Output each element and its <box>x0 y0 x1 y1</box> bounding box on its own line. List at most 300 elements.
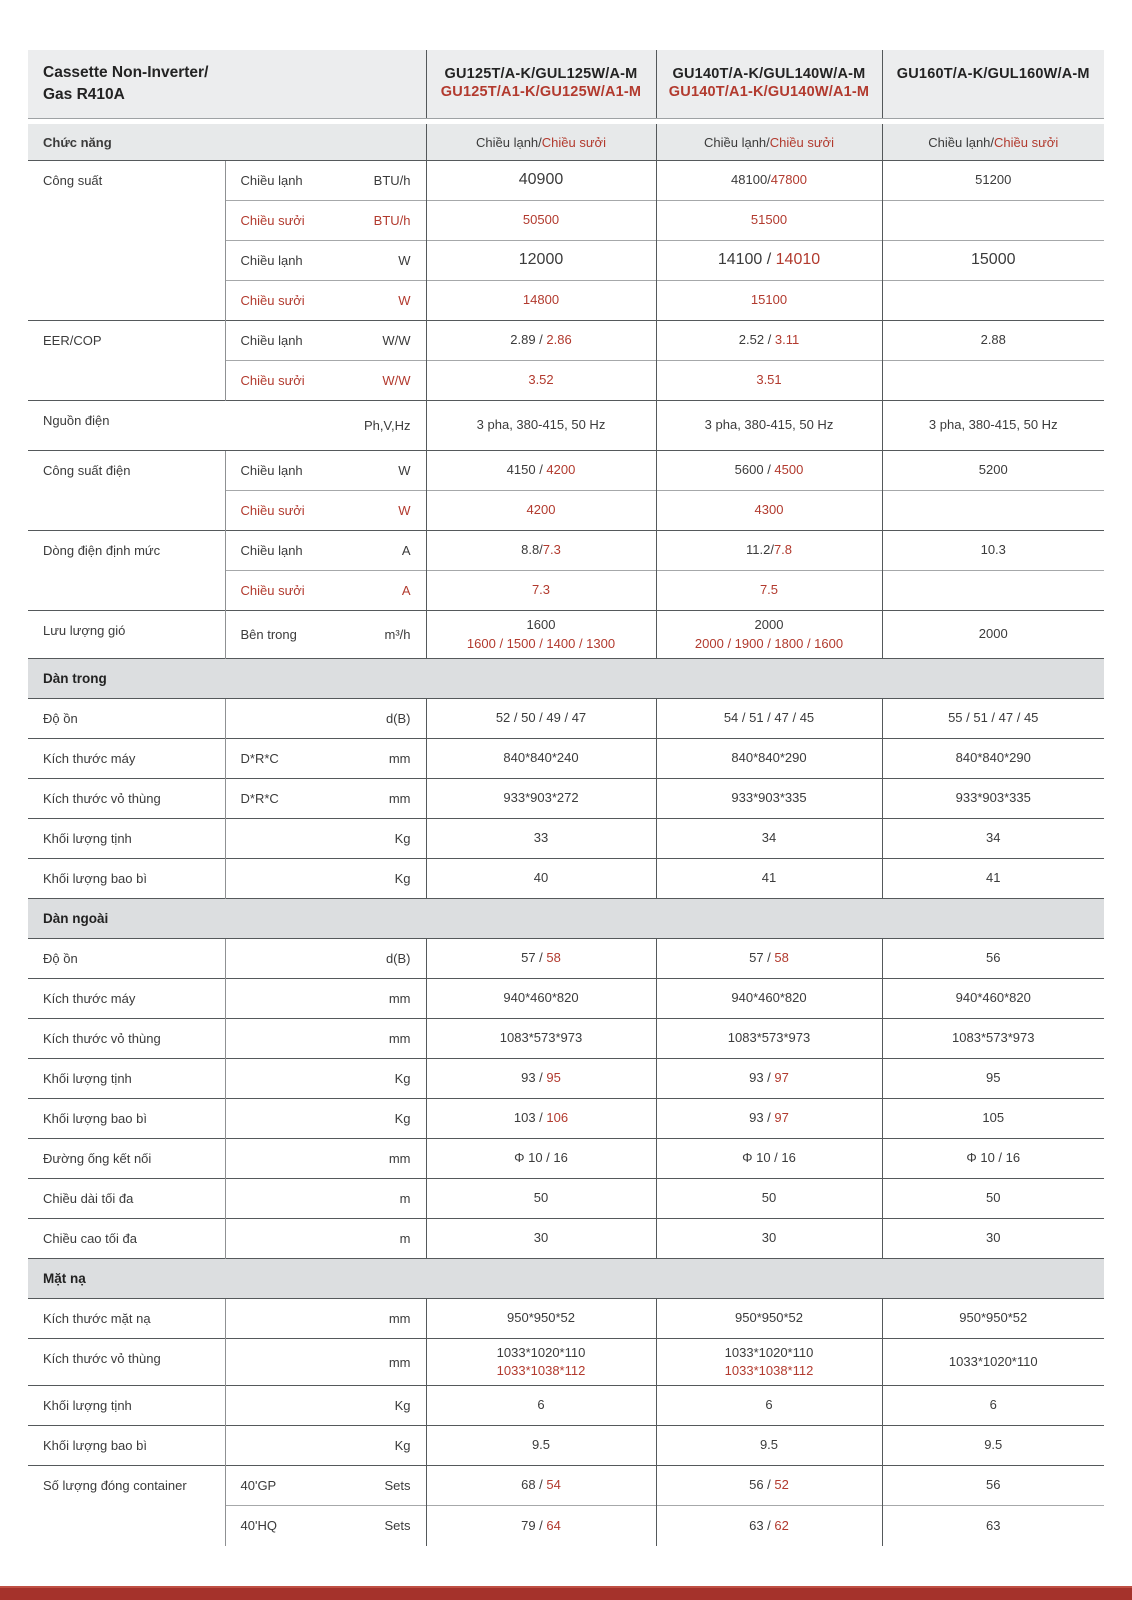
spec-sub-cell <box>225 321 325 361</box>
value-text: 6 <box>765 1397 773 1413</box>
value-text: 106 <box>546 1110 569 1126</box>
spec-value-cell <box>882 859 1104 899</box>
spec-value-cell <box>882 1139 1104 1179</box>
spec-value-cell <box>426 779 656 819</box>
value-text: 68 / <box>521 1477 547 1493</box>
sub-label: Chiều lạnh <box>240 253 303 268</box>
spec-value-cell <box>882 401 1104 451</box>
spec-value-cell <box>656 859 882 899</box>
spec-row <box>28 859 1104 899</box>
value-text: 1033*1020*110 <box>948 1353 1038 1369</box>
unit-label: Kg <box>394 1111 411 1126</box>
product-family-title-line: Cassette Non-Inverter/ <box>43 64 209 82</box>
section-label: Mặt nạ <box>28 1259 1104 1299</box>
unit-label: W <box>398 293 411 308</box>
spec-row <box>28 1466 1104 1506</box>
spec-value-cell <box>656 1339 882 1386</box>
sub-label: Chiều lạnh <box>240 173 303 188</box>
spec-value-cell <box>426 819 656 859</box>
spec-sub-cell <box>225 531 325 571</box>
sub-label: 40'GP <box>240 1478 277 1493</box>
header-row <box>28 50 1104 119</box>
spec-value-cell <box>426 1386 656 1426</box>
spec-value-cell <box>426 1339 656 1386</box>
value-text: 50500 <box>522 212 560 228</box>
value-text: 950*950*52 <box>735 1310 803 1326</box>
value-text: Φ 10 / 16 <box>514 1150 568 1166</box>
value-text: 840*840*240 <box>503 750 579 766</box>
spec-unit-cell <box>325 401 426 451</box>
value-text: 6 <box>989 1397 997 1413</box>
value-text: 5200 <box>978 462 1008 478</box>
spec-row <box>28 321 1104 361</box>
spec-sub-cell <box>225 1426 325 1466</box>
spec-value-cell <box>656 571 882 611</box>
unit-label: d(B) <box>385 711 411 726</box>
value-text: 3.11 <box>774 332 800 348</box>
value-text: 105 <box>982 1110 1005 1126</box>
product-family-title-line: Gas R410A <box>43 86 125 103</box>
spec-value-cell <box>426 491 656 531</box>
spec-value-cell <box>656 1099 882 1139</box>
value-text: 48100/ <box>731 172 771 188</box>
spec-sub-cell <box>225 739 325 779</box>
value-text: 1083*573*973 <box>727 1030 811 1046</box>
cooling-label: Chiều lạnh/ <box>704 134 770 150</box>
spec-value-cell <box>656 1019 882 1059</box>
spec-unit-cell <box>325 281 426 321</box>
spec-value-cell <box>656 491 882 531</box>
value-text: 14010 <box>775 251 821 269</box>
value-text: 8.8/ <box>521 542 543 558</box>
spec-sub-cell <box>225 361 325 401</box>
sub-label: Chiều sưởi <box>240 293 305 308</box>
spec-value-cell <box>882 241 1104 281</box>
value-text: 93 / <box>749 1070 775 1086</box>
spec-sub-cell <box>225 779 325 819</box>
spec-value-cell <box>426 611 656 659</box>
spec-value-cell <box>882 491 1104 531</box>
spec-row <box>28 1299 1104 1339</box>
spec-sub-cell <box>225 1179 325 1219</box>
value-text: 7.5 <box>759 582 779 598</box>
value-text: 4500 <box>774 462 804 478</box>
spec-value-cell <box>882 739 1104 779</box>
value-text: 933*903*272 <box>503 790 579 806</box>
spec-value-cell <box>882 1506 1104 1546</box>
spec-unit-cell <box>325 1099 426 1139</box>
value-text: 7.3 <box>542 542 561 558</box>
unit-label: mm <box>388 991 411 1006</box>
spec-value-cell <box>656 1386 882 1426</box>
unit-label: W/W <box>382 333 411 348</box>
value-text: 50 <box>986 1190 1001 1206</box>
value-text: 1033*1020*110 <box>496 1344 586 1360</box>
value-text: 933*903*335 <box>955 790 1031 806</box>
spec-value-cell <box>656 451 882 491</box>
heating-label: Chiều sưởi <box>769 134 834 150</box>
value-text: 9.5 <box>759 1437 779 1453</box>
spec-unit-cell <box>325 699 426 739</box>
spec-value-cell <box>426 1506 656 1546</box>
spec-value-cell <box>426 1139 656 1179</box>
spec-unit-cell <box>325 241 426 281</box>
value-text: 103 / <box>513 1110 547 1126</box>
spec-sub-cell <box>225 1299 325 1339</box>
spec-row <box>28 401 1104 451</box>
value-text: 2000 <box>978 626 1008 642</box>
value-text: 47800 <box>770 172 807 188</box>
spec-unit-cell <box>325 571 426 611</box>
cooling-label: Chiều lạnh/ <box>476 134 542 150</box>
value-text: 3 pha, 380-415, 50 Hz <box>928 417 1058 433</box>
heating-label: Chiều sưởi <box>541 134 606 150</box>
value-text: 93 / <box>521 1070 547 1086</box>
value-text: 55 / 51 / 47 / 45 <box>948 710 1039 726</box>
unit-label: m³/h <box>384 627 411 642</box>
spec-name-cell: Dòng điện định mức <box>28 531 225 611</box>
spec-name-cell: Khối lượng bao bì <box>28 859 225 899</box>
value-text: 15100 <box>750 292 788 308</box>
spec-name-cell: Độ ồn <box>28 939 225 979</box>
spec-value-cell <box>426 451 656 491</box>
unit-label: Sets <box>384 1518 411 1534</box>
spec-sub-cell <box>225 1099 325 1139</box>
spec-unit-cell <box>325 201 426 241</box>
value-text: 2.89 / <box>510 332 547 348</box>
value-text: 14100 / <box>717 251 776 269</box>
spec-value-cell <box>882 979 1104 1019</box>
value-text: 3 pha, 380-415, 50 Hz <box>704 417 834 433</box>
spec-row <box>28 1059 1104 1099</box>
spec-value-cell <box>882 451 1104 491</box>
sub-label: Chiều sưởi <box>240 373 305 388</box>
value-text: 40900 <box>518 171 564 189</box>
spec-value-cell <box>656 281 882 321</box>
spec-value-cell <box>656 361 882 401</box>
spec-sub-cell <box>225 201 325 241</box>
spec-value-cell <box>656 699 882 739</box>
value-text: 12000 <box>518 251 564 269</box>
function-row <box>28 124 1104 161</box>
value-text: 4200 <box>546 462 576 478</box>
spec-name-cell: Nguồn điện <box>28 401 325 451</box>
value-text: 95 <box>986 1070 1001 1086</box>
spec-row <box>28 1139 1104 1179</box>
value-text: 93 / <box>749 1110 775 1126</box>
value-text: 62 <box>774 1517 789 1533</box>
value-text: 2000 / 1900 / 1800 / 1600 <box>694 635 844 651</box>
spec-row <box>28 939 1104 979</box>
spec-name-cell: Công suất <box>28 161 225 321</box>
spec-value-cell <box>882 1426 1104 1466</box>
sub-label: D*R*C <box>240 791 279 806</box>
footer-accent-bar <box>0 1586 1132 1600</box>
model-name-secondary: GU125T/A1-K/GU125W/A1-M <box>440 83 642 100</box>
model-name-primary: GU125T/A-K/GUL125W/A-M <box>444 65 638 82</box>
spec-value-cell <box>656 939 882 979</box>
spec-name-cell: Kích thước máy <box>28 979 225 1019</box>
spec-value-cell <box>426 361 656 401</box>
unit-label: mm <box>388 751 411 766</box>
spec-row <box>28 611 1104 659</box>
value-text: 940*460*820 <box>503 990 579 1006</box>
value-text: 56 <box>986 950 1001 966</box>
spec-unit-cell <box>325 1179 426 1219</box>
value-text: 33 <box>533 830 549 846</box>
spec-value-cell <box>882 531 1104 571</box>
spec-unit-cell <box>325 1506 426 1546</box>
value-text: 52 <box>774 1477 789 1493</box>
spec-sub-cell <box>225 939 325 979</box>
value-text: 50 <box>761 1190 777 1206</box>
unit-label: mm <box>388 1311 411 1326</box>
spec-row <box>28 161 1104 201</box>
spec-value-cell <box>882 1019 1104 1059</box>
model-header-cell <box>426 50 656 119</box>
spec-row <box>28 819 1104 859</box>
value-text: 95 <box>546 1070 561 1086</box>
spec-value-cell <box>426 1019 656 1059</box>
value-text: 30 <box>533 1230 549 1246</box>
spec-unit-cell <box>325 1219 426 1259</box>
value-text: 11.2/ <box>745 542 774 558</box>
value-text: 1033*1038*112 <box>724 1363 814 1378</box>
spec-unit-cell <box>325 859 426 899</box>
spec-name-cell: Khối lượng tịnh <box>28 1059 225 1099</box>
spec-sub-cell <box>225 979 325 1019</box>
sub-label: D*R*C <box>240 751 279 766</box>
value-text: 950*950*52 <box>507 1310 575 1326</box>
value-text: 5600 / <box>734 462 775 478</box>
spec-name-cell: Lưu lượng gió <box>28 611 225 659</box>
spec-unit-cell <box>325 739 426 779</box>
value-text: 58 <box>774 950 789 966</box>
spec-value-cell <box>882 201 1104 241</box>
spec-row <box>28 1179 1104 1219</box>
value-text: 14800 <box>522 292 560 308</box>
sub-label: Chiều lạnh <box>240 543 303 558</box>
unit-label: Kg <box>394 1398 411 1413</box>
sub-label: Bên trong <box>240 627 297 642</box>
spec-sub-cell <box>225 571 325 611</box>
value-text: 51500 <box>750 212 788 228</box>
spec-name-cell: Công suất điện <box>28 451 225 531</box>
spec-sub-cell <box>225 281 325 321</box>
value-text: 64 <box>546 1517 561 1533</box>
value-text: 52 / 50 / 49 / 47 <box>495 710 587 726</box>
value-text: 3.52 <box>528 372 554 388</box>
spec-unit-cell <box>325 531 426 571</box>
value-text: 2.88 <box>980 332 1006 348</box>
section-row <box>28 1259 1104 1299</box>
sub-label: Chiều lạnh <box>240 333 303 348</box>
section-row <box>28 659 1104 699</box>
unit-label: W <box>398 503 411 518</box>
spec-name-cell: Kích thước vỏ thùng <box>28 1339 225 1386</box>
value-text: 7.8 <box>773 542 793 558</box>
value-text: 30 <box>761 1230 777 1246</box>
spec-value-cell <box>426 161 656 201</box>
spec-unit-cell <box>325 1139 426 1179</box>
spec-name-cell: Chiều cao tối đa <box>28 1219 225 1259</box>
spec-value-cell <box>426 321 656 361</box>
sub-label: Chiều sưởi <box>240 583 305 598</box>
spec-unit-cell <box>325 1059 426 1099</box>
value-text: 56 <box>986 1477 1001 1493</box>
spec-value-cell <box>426 699 656 739</box>
spec-sub-cell <box>225 241 325 281</box>
unit-label: Kg <box>394 1071 411 1086</box>
sub-label: 40'HQ <box>240 1518 277 1534</box>
unit-label: W <box>398 463 411 478</box>
value-text: 9.5 <box>984 1437 1003 1453</box>
value-text: 50 <box>533 1190 549 1206</box>
spec-value-cell <box>882 1059 1104 1099</box>
value-text: 840*840*290 <box>731 750 807 766</box>
spec-sub-cell <box>225 451 325 491</box>
value-text: 58 <box>546 950 561 966</box>
spec-value-cell <box>882 819 1104 859</box>
unit-label: mm <box>388 1031 411 1046</box>
spec-sub-cell <box>225 1466 325 1506</box>
spec-value-cell <box>426 739 656 779</box>
spec-value-cell <box>656 1139 882 1179</box>
spec-row <box>28 531 1104 571</box>
product-family-title <box>28 50 426 119</box>
value-text: 840*840*290 <box>955 750 1031 766</box>
spec-row <box>28 1219 1104 1259</box>
unit-label: d(B) <box>385 951 411 966</box>
section-label: Dàn trong <box>28 659 1104 699</box>
value-text: 54 / 51 / 47 / 45 <box>723 710 815 726</box>
value-text: 7.3 <box>531 582 551 598</box>
value-text: 97 <box>774 1070 789 1086</box>
value-text: 940*460*820 <box>731 990 807 1006</box>
spec-name-cell: EER/COP <box>28 321 225 401</box>
value-text: 1600 <box>526 617 556 633</box>
value-text: 1083*573*973 <box>499 1030 583 1046</box>
spec-value-cell <box>426 571 656 611</box>
spec-unit-cell <box>325 819 426 859</box>
spec-sub-cell <box>225 161 325 201</box>
spec-row <box>28 1386 1104 1426</box>
spec-value-cell <box>882 1299 1104 1339</box>
spec-sub-cell <box>225 1386 325 1426</box>
value-text: 10.3 <box>980 542 1006 558</box>
spec-value-cell <box>656 779 882 819</box>
spec-value-cell <box>656 739 882 779</box>
value-text: 3 pha, 380-415, 50 Hz <box>476 417 606 433</box>
spec-unit-cell <box>325 361 426 401</box>
value-text: Φ 10 / 16 <box>742 1150 796 1166</box>
spec-value-cell <box>656 241 882 281</box>
sub-label: Chiều sưởi <box>240 213 305 228</box>
spec-value-cell <box>426 1059 656 1099</box>
spec-row <box>28 1099 1104 1139</box>
unit-label: Kg <box>394 831 411 846</box>
spec-value-cell <box>656 979 882 1019</box>
model-name-primary: GU140T/A-K/GUL140W/A-M <box>672 65 866 82</box>
value-text: 51200 <box>975 172 1012 188</box>
spec-value-cell <box>882 1386 1104 1426</box>
spec-value-cell <box>426 1179 656 1219</box>
spec-value-cell <box>882 611 1104 659</box>
spec-value-cell <box>426 1219 656 1259</box>
spec-value-cell <box>656 321 882 361</box>
spec-sub-cell <box>225 611 325 659</box>
spec-value-cell <box>882 1099 1104 1139</box>
value-text: 57 / <box>749 950 775 966</box>
spec-value-cell <box>882 321 1104 361</box>
spec-name-cell: Khối lượng bao bì <box>28 1426 225 1466</box>
function-value-cell <box>426 124 656 161</box>
unit-label: Ph,V,Hz <box>364 418 411 433</box>
spec-value-cell <box>426 401 656 451</box>
spec-value-cell <box>656 1299 882 1339</box>
value-text: 3.51 <box>756 372 782 388</box>
spec-value-cell <box>426 281 656 321</box>
value-text: 4150 / <box>506 462 547 478</box>
spec-sub-cell <box>225 1019 325 1059</box>
spec-value-cell <box>426 531 656 571</box>
value-text: 41 <box>761 870 777 886</box>
spec-value-cell <box>656 1219 882 1259</box>
spec-value-cell <box>426 1299 656 1339</box>
spec-value-cell <box>882 361 1104 401</box>
value-text: 2.86 <box>546 332 572 348</box>
spec-sub-cell <box>225 819 325 859</box>
unit-label: BTU/h <box>373 173 411 188</box>
unit-label: W <box>398 253 411 268</box>
spec-row <box>28 699 1104 739</box>
value-text: 54 <box>546 1477 561 1493</box>
value-text: 34 <box>986 830 1001 846</box>
value-text: 63 <box>986 1517 1001 1533</box>
value-text: 4200 <box>526 502 556 518</box>
spec-value-cell <box>882 1219 1104 1259</box>
spec-name-cell: Kích thước vỏ thùng <box>28 779 225 819</box>
value-text: 950*950*52 <box>959 1310 1028 1326</box>
spec-unit-cell <box>325 611 426 659</box>
spec-value-cell <box>426 979 656 1019</box>
spec-value-cell <box>426 859 656 899</box>
spec-unit-cell <box>325 779 426 819</box>
spec-name-cell: Kích thước vỏ thùng <box>28 1019 225 1059</box>
value-text: 97 <box>774 1110 789 1126</box>
spec-unit-cell <box>325 1386 426 1426</box>
spec-unit-cell <box>325 939 426 979</box>
value-text: 41 <box>986 870 1001 886</box>
spec-unit-cell <box>325 1426 426 1466</box>
spec-value-cell <box>656 201 882 241</box>
spec-value-cell <box>656 1179 882 1219</box>
spec-unit-cell <box>325 979 426 1019</box>
value-text: 1033*1038*112 <box>496 1363 586 1378</box>
cooling-label: Chiều lạnh/ <box>928 134 995 150</box>
value-text: 56 / <box>749 1477 775 1493</box>
value-text: 30 <box>986 1230 1001 1246</box>
spec-value-cell <box>656 819 882 859</box>
function-value-cell <box>656 124 882 161</box>
section-row <box>28 899 1104 939</box>
spec-row <box>28 1339 1104 1386</box>
spec-table <box>28 50 1104 1546</box>
model-header-cell <box>882 50 1104 119</box>
value-text: 1083*573*973 <box>952 1030 1035 1046</box>
value-text: 4300 <box>754 502 784 518</box>
spec-unit-cell <box>325 1339 426 1386</box>
